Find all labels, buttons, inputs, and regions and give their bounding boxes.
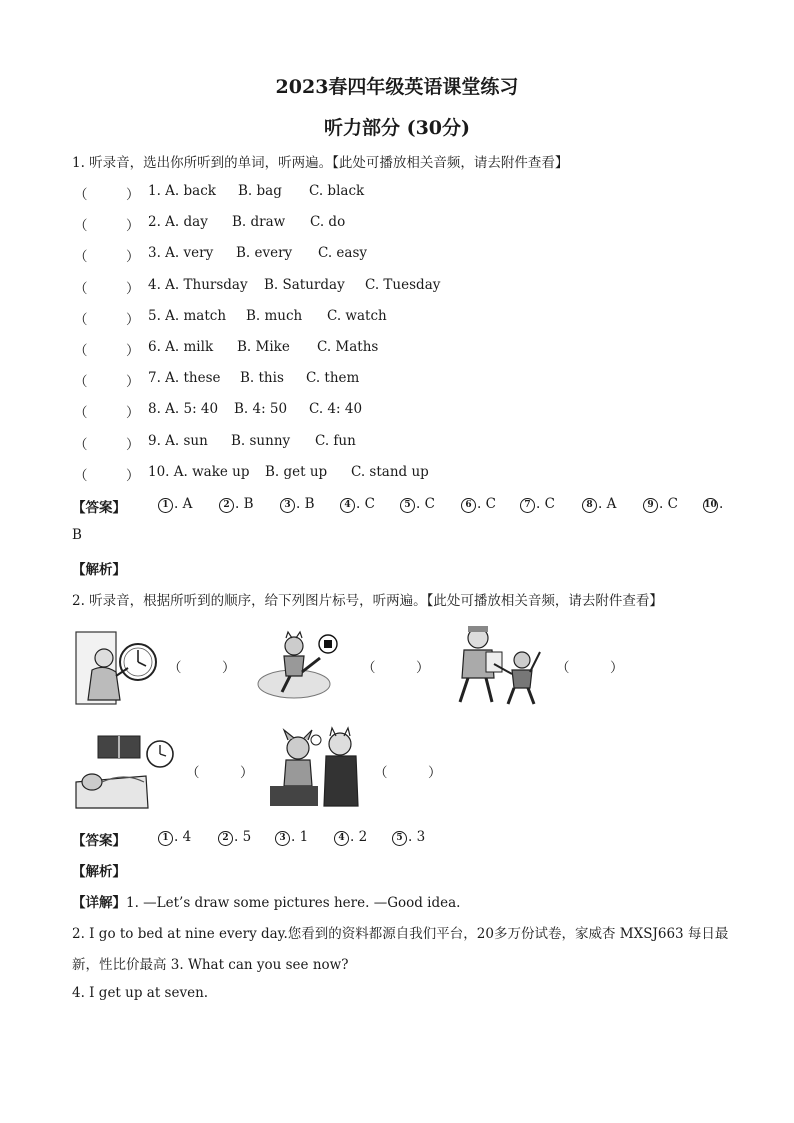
- answer-paren-open: （: [74, 405, 88, 422]
- picture-5-blank: （ ）: [374, 765, 442, 781]
- answer-value: . A: [598, 496, 617, 512]
- answer-value: . C: [416, 496, 435, 512]
- circled-number: 7: [520, 498, 535, 513]
- answer-paren-open: （: [74, 374, 88, 391]
- answer-value: . 4: [174, 829, 192, 845]
- circled-number: 5: [392, 831, 407, 846]
- option-c: C. easy: [318, 245, 368, 262]
- answer-value: . C: [659, 496, 678, 512]
- answer-paren-close: ）: [126, 374, 140, 391]
- picture-boy-clock: [74, 628, 158, 708]
- circled-number: 4: [334, 831, 349, 846]
- document-title: 2023春四年级英语课堂练习: [275, 76, 519, 98]
- answer-value: . A: [174, 496, 193, 512]
- option-c: C. black: [309, 183, 365, 199]
- q2-detail-line-1: 【详解】1. —Let’s draw some pictures here. —Good idea.: [72, 895, 461, 911]
- answer-paren-close: ）: [126, 467, 140, 484]
- q2-detail-line-2: 2. I go to bed at nine every day.您看到的资料都源自我们平台，20多万份试卷，家威杏 MXSJ663 每日最: [72, 926, 729, 942]
- option-b: B. much: [246, 307, 303, 324]
- option-a: 8. A. 5: 40: [148, 401, 219, 418]
- circled-number: 3: [275, 831, 290, 846]
- answer-value: .: [719, 496, 724, 512]
- q2-analysis-tag: 【解析】: [72, 864, 126, 880]
- option-a: 4. A. Thursday: [148, 276, 248, 293]
- circled-number: 6: [461, 498, 476, 513]
- option-b: B. get up: [265, 463, 328, 480]
- option-c: C. Maths: [317, 339, 379, 355]
- answer-item: [275, 829, 308, 846]
- answer-paren-close: ）: [126, 311, 140, 328]
- picture-3-blank: （ ）: [556, 660, 624, 676]
- option-a: 1. A. back: [148, 183, 216, 199]
- answer-value: . 1: [291, 829, 309, 845]
- circled-number: 2: [219, 498, 234, 513]
- option-b: B. draw: [232, 214, 286, 231]
- answer-value: . B: [296, 496, 315, 512]
- answer-item: [158, 829, 191, 846]
- q1-answer-tag: 【答案】: [72, 500, 126, 516]
- answer-paren-close: ）: [126, 343, 140, 359]
- answer-paren-close: ）: [126, 436, 140, 453]
- picture-cat-football: [254, 628, 344, 702]
- answer-item: [520, 496, 555, 513]
- option-a: 3. A. very: [148, 245, 214, 262]
- answer-item: [280, 496, 315, 513]
- option-a: 6. A. milk: [148, 339, 214, 355]
- circled-number: 9: [643, 498, 658, 513]
- q1-instruction: 1. 听录音，选出你所听到的单词，听两遍。【此处可播放相关音频，请去附件查看】: [72, 155, 569, 171]
- answer-paren-open: （: [74, 436, 88, 453]
- answer-item: [340, 496, 375, 513]
- option-b: B. sunny: [231, 432, 291, 449]
- option-c: C. do: [310, 214, 346, 231]
- answer-paren-open: （: [74, 280, 88, 297]
- option-a: 2. A. day: [148, 214, 208, 231]
- answer-paren-close: ）: [126, 280, 140, 297]
- picture-4-blank: （ ）: [186, 765, 254, 781]
- answer-item: [218, 829, 251, 846]
- answer-paren-open: （: [74, 467, 88, 484]
- option-b: B. bag: [238, 183, 282, 199]
- answer-item: [643, 496, 678, 513]
- option-b: B. Mike: [237, 339, 290, 355]
- option-c: C. Tuesday: [365, 276, 441, 293]
- section-title: 听力部分 (30分): [323, 117, 471, 139]
- answer-item: [703, 496, 723, 513]
- answer-item: [158, 496, 192, 513]
- circled-number: 1: [158, 498, 173, 513]
- circled-number: 4: [340, 498, 355, 513]
- option-c: C. watch: [327, 307, 387, 324]
- circled-number: 10: [703, 498, 718, 513]
- answer-value: . C: [477, 496, 496, 512]
- answer-paren-close: ）: [126, 187, 140, 203]
- option-c: C. 4: 40: [309, 401, 363, 418]
- picture-2-blank: （ ）: [362, 660, 430, 676]
- answer-value: . 3: [408, 829, 426, 845]
- circled-number: 3: [280, 498, 295, 513]
- answer-value: . 5: [234, 829, 252, 845]
- picture-two-boys: [446, 622, 542, 708]
- answer-paren-open: （: [74, 187, 88, 203]
- option-c: C. fun: [315, 432, 356, 449]
- answer-item: [334, 829, 367, 846]
- answer-item: [219, 496, 254, 513]
- picture-animals-talking: [268, 726, 360, 810]
- q2-detail-line-3: 新，性比价最高 3. What can you see now?: [72, 957, 349, 973]
- option-c: C. stand up: [351, 463, 429, 480]
- answer-paren-open: （: [74, 249, 88, 266]
- option-c: C. them: [306, 370, 360, 387]
- q2-instruction: 2. 听录音，根据所听到的顺序，给下列图片标号，听两遍。【此处可播放相关音频，请去附件查看】: [72, 593, 663, 609]
- answer-item: [392, 829, 425, 846]
- answer-item: [582, 496, 616, 513]
- answer-paren-open: （: [74, 343, 88, 359]
- answer-paren-close: ）: [126, 249, 140, 266]
- answer-paren-close: ）: [126, 405, 140, 422]
- option-a: 9. A. sun: [148, 432, 208, 449]
- option-b: B. Saturday: [264, 276, 345, 293]
- circled-number: 5: [400, 498, 415, 513]
- circled-number: 2: [218, 831, 233, 846]
- option-b: B. every: [236, 245, 293, 262]
- picture-sleeping-boy: [74, 732, 178, 812]
- q2-answer-tag: 【答案】: [72, 833, 126, 849]
- option-a: 10. A. wake up: [148, 463, 250, 480]
- answer-paren-close: ）: [126, 218, 140, 235]
- q2-detail-line-4: 4. I get up at seven.: [72, 985, 209, 1001]
- answer-value: . C: [356, 496, 375, 512]
- answer-paren-open: （: [74, 311, 88, 328]
- q1-answer-wrap: B: [72, 527, 82, 543]
- q1-analysis-tag: 【解析】: [72, 562, 126, 578]
- answer-value: . B: [235, 496, 254, 512]
- circled-number: 1: [158, 831, 173, 846]
- circled-number: 8: [582, 498, 597, 513]
- answer-value: . 2: [350, 829, 368, 845]
- option-b: B. 4: 50: [234, 401, 288, 418]
- picture-1-blank: （ ）: [168, 660, 236, 676]
- answer-value: . C: [536, 496, 555, 512]
- answer-item: [461, 496, 496, 513]
- answer-item: [400, 496, 435, 513]
- option-a: 5. A. match: [148, 307, 227, 324]
- answer-paren-open: （: [74, 218, 88, 235]
- option-a: 7. A. these: [148, 370, 221, 387]
- option-b: B. this: [240, 370, 284, 387]
